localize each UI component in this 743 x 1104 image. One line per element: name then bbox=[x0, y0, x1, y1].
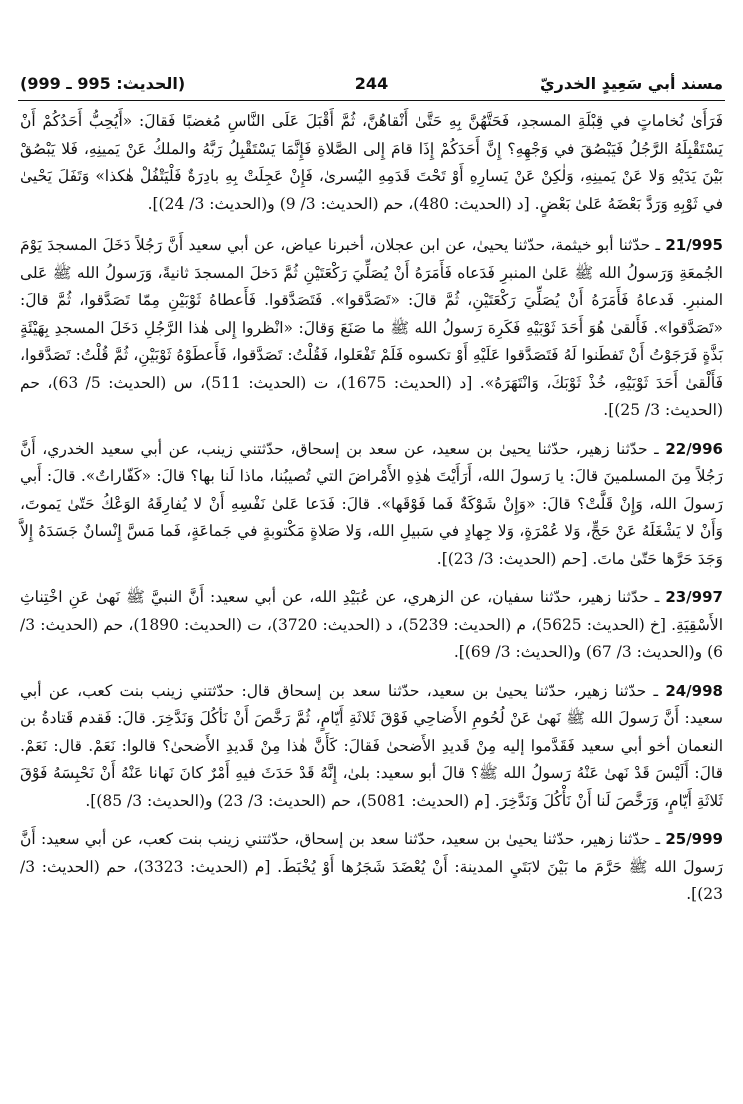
hadith-paragraph bbox=[20, 436, 723, 574]
hadith-paragraph bbox=[20, 678, 723, 816]
hadith-text: ـ حدّثنا زهير، حدّثنا سفيان، عن الزهري، عن عُبَيْدِ الله، عن أبي سعيد: أَنَّ النبيَّ ﷺ نَهىٰ عَنِ اخْتِناثِ الأَسْقِيَةِ. [خ (الحديث: 5625)، م (الحديث: 5239)، د (الحديث: 3720)، ت (الحديث: 1890)، حم (الحديث: 3/ 6) و(الحديث: 3/ 67) و(الحديث: 3/ 69)]. bbox=[20, 588, 723, 661]
hadith-paragraph bbox=[20, 584, 723, 667]
page-number: 244 bbox=[354, 74, 389, 93]
page-body bbox=[20, 108, 723, 920]
hadith-number: 22/996 bbox=[665, 439, 723, 458]
hadith-number: 25/999 bbox=[665, 830, 723, 848]
hadith-text: ـ حدّثنا زهير، حدّثنا يحيىٰ بن سعيد، حدّثنا سعد بن إسحاق قال: حدّثتني زينب بنت كعب، عن أبي سعيد: أَنَّ رَسولَ الله ﷺ نَهىٰ عَنْ لُحُومِ الأَضاحِي فَوْقَ ثَلاثَةِ أَيّامٍ، ثُمَّ رَخَّصَ أَنْ نَأكُلَ وَنَدَّخِرَ. قالَ: فَقدم قَتادةُ بن النعمان أخو أبي سعيد فَقَدَّموا إليه مِنْ قَديدِ الأَضحىٰ فَقالَ: كَأَنَّ هٰذا مِنْ قَديدِ الأَضحىٰ؟ قالوا: نَعَمْ. قال: نَعَمْ. قالَ: أَلَيْسَ قَدْ نَهىٰ عَنْهُ رَسولُ الله ﷺ؟ قالَ أبو سعيد: بلىٰ، إِنَّهُ قَدْ حَدَثَ فيهِ أَمْرٌ كانَ نَهانا عَنْهُ أَنْ نَحْبِسَهُ فَوْقَ ثَلاثَةِ أَيّامٍ، وَرَخَّصَ لَنا أَنْ نَأْكُلَ وَنَدَّخِرَ. [م (الحديث: 5081)، حم (الحديث: 3/ 23) و(الحديث: 3/ 85)]. bbox=[20, 681, 723, 810]
hadith-continuation bbox=[20, 108, 723, 218]
hadith-number: 24/998 bbox=[665, 681, 723, 700]
hadith-paragraph bbox=[20, 232, 723, 425]
hadith-text: فَرَأَىٰ نُخاماتٍ في قِبْلَةِ المسجدِ، فَحَتَّهُنَّ بِهِ حَتَّىٰ أَنْقاهُنَّ، ثُمَّ أَقْبَلَ عَلَى النَّاسِ مُغضبًا فَقالَ: «أَيُحِبُّ أَحَدُكُمْ أَنْ يَسْتَقْبِلَهُ الرَّجُلُ فَيَبْصُقَ في وَجْهِهِ؟ إِنَّ أَحَدَكُمْ إِذَا قامَ إِلى الصَّلاةِ فَإِنَّمَا يَسْتَقْبِلُ رَبَّهُ والملكُ عَنْ يَمينِهِ، فَلا يَبْصُقْ بَيْنَ يَدَيْهِ وَلا عَنْ يَمينِهِ، وَلٰكِنْ عَنْ يَسارِهِ أَوْ تَحْتَ قَدَمِهِ اليُسرىٰ، فَإِنْ عَجِلَتْ بِهِ بادِرَةٌ فَلْيَتْفُلْ هٰكذا» وَتَفَلَ يَحْيىٰ في ثَوْبِهِ وَرَدَّ بَعْضَهُ عَلىٰ بَعْضٍ. [د (الحديث: 480)، حم (الحديث: 3/ 9) و(الحديث: 3/ 24)]. bbox=[20, 112, 723, 213]
hadith-text: ـ حدّثنا أبو خيثمة، حدّثنا يحيىٰ، عن ابن عجلان، أخبرنا عياض، عن أبي سعيد أَنَّ رَجُلاً دَخَلَ المسجدَ يَوْمَ الجُمعَةِ وَرَسولُ الله ﷺ عَلىٰ المنبرِ فَدَعاه فَأَمَرَهُ أَنْ يُصَلِّيَ رَكْعَتَيْنِ ثُمَّ دَخلَ المسجدَ ثانيةً، وَرَسولُ الله ﷺ عَلى المنبرِ. فَدعاهُ فَأَمَرَهُ أَنْ يُصَلِّيَ رَكْعَتَيْنِ، ثُمَّ قالَ: «تَصَدَّقوا». فَتَصَدَّقوا. فَأَعطاهُ ثَوْبَيْنِ مِمّا تَصَدَّقوا، ثُمَّ قالَ: «تَصَدَّقوا». فَأَلقىٰ هُوَ أَحَدَ ثَوْبَيْهِ فَكَرِهَ رَسولُ الله ﷺ ما صَنَعَ وَقالَ: «انْظروا إِلى هٰذا الرَّجُلِ دَخَلَ المسجدِ بِهَيْئَةٍ بَذَّةٍ فَرَجَوْتُ أَنْ تَفطَنوا لَهُ فَتَصَدَّقوا عَلَيْهِ أَوْ تكسوه فَلَمْ تَفْعَلوا، فَقُلْتُ: تَصَدَّقوا، فَأَعطَوْهُ ثَوْبَيْنِ، ثُمَّ قُلْتُ: تَصَدَّقوا، فَأَلْقىٰ أَحَدَ ثَوْبَيْهِ، خُذْ ثَوْبَكَ، وَانْتَهَرَهُ». [د (الحديث: 1675)، ت (الحديث: 511)، س (الحديث: 5/ 63)، حم (الحديث: 3/ 25)]. bbox=[20, 236, 723, 419]
hadith-range: (الحديث: 995 ـ 999) bbox=[20, 74, 186, 93]
hadith-number: 21/995 bbox=[665, 236, 723, 254]
hadith-text: ـ حدّثنا زهير، حدّثنا يحيىٰ بن سعيد، عن سعد بن إسحاق، حدّثتني زينب، عن أبي سعيد الخدري، أَنَّ رَجُلاً مِنَ المسلمينَ قالَ: يا رَسولَ الله، أَرَأَيْتَ هٰذِهِ الأَمْراضَ التي تُصيبُنا، ماذا لَنا بها؟ قالَ: «كَفّاراتٌ». قالَ: أَبي رَسولَ الله، وَإِنْ قَلَّتْ؟ قالَ: «وَإِنْ شَوْكَةٌ فَما فَوْقَها». قالَ: فَدَعا عَلىٰ نَفْسِهِ أَنْ لا يُفارِقَهُ الوَعْكُ حَتّىٰ يَموتَ، وَأَنْ لا يَشْغَلَهُ عَنْ حَجٍّ، وَلا عُمْرَةٍ، وَلا جِهادٍ في سَبيلِ الله، وَلا صَلاةٍ مَكْتوبةٍ في جَماعَةٍ، فَما مَسَّ إِنْسانٌ جَسَدَهُ إِلاَّ وَجَدَ حَرَّها حَتّىٰ ماتَ. [حم (الحديث: 3/ 23)]. bbox=[20, 439, 723, 568]
hadith-text: ـ حدّثنا زهير، حدّثنا يحيىٰ بن سعيد، حدّثنا سعد بن إسحاق، حدّثتني زينب بنت كعب، عن أبي سعيد: أَنَّ رَسولَ الله ﷺ حَرَّمَ ما بَيْنَ لابَتَيِ المدينة: أَنْ يُعْضَدَ شَجَرُها أَوْ يُخْبَطَ. [م (الحديث: 3323)، حم (الحديث: 3/ 23)]. bbox=[20, 830, 723, 903]
book-title: مسند أبي سَعِيدٍ الخدريّ bbox=[539, 74, 723, 93]
hadith-paragraph bbox=[20, 826, 723, 909]
hadith-number: 23/997 bbox=[665, 588, 723, 606]
page-header bbox=[18, 70, 725, 101]
